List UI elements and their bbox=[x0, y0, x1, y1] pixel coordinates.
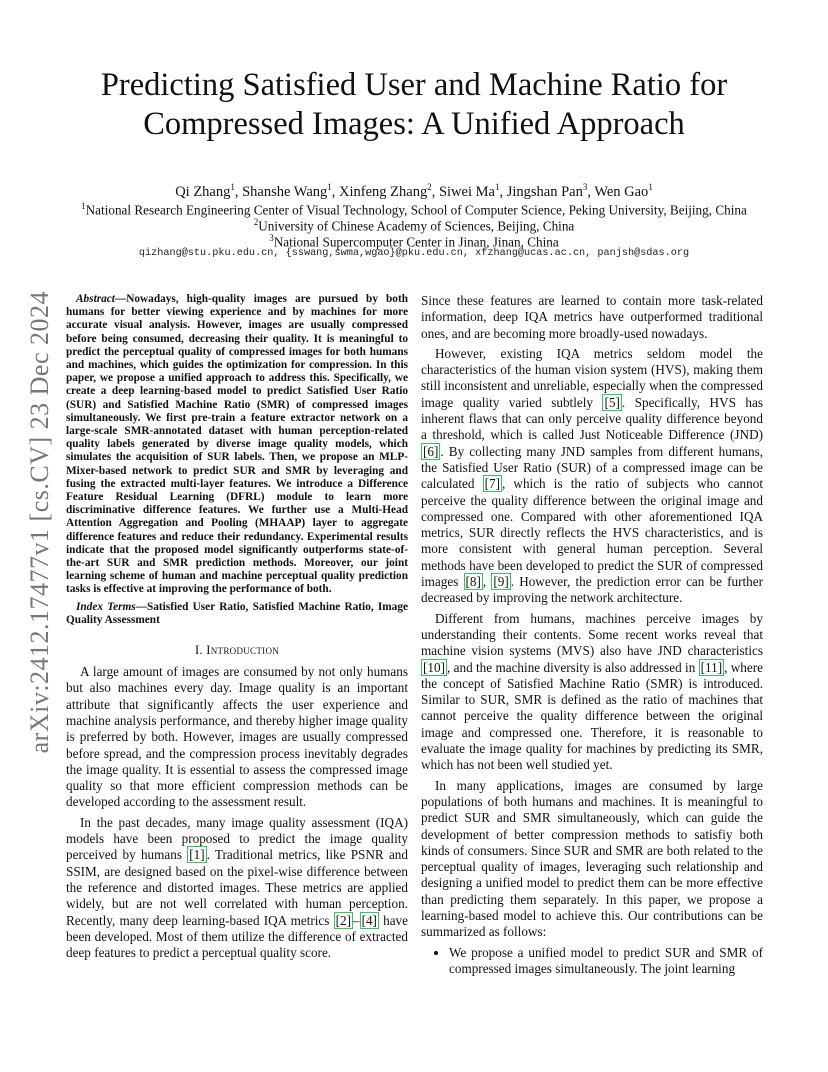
citation-link[interactable]: [4] bbox=[361, 912, 377, 928]
citation-link[interactable]: [5] bbox=[604, 394, 620, 410]
paragraph-text: , where the concept of Satisfied Machine Ratio (SMR) is introduced. Similar to SUR, SMR is defined as the ratio of machines that cannot perceive the quality difference between the original image and compressed one. Therefore, it is reasonable to evaluate the image quality for machines by predicting its SMR, which has not been well studied yet. bbox=[421, 659, 763, 773]
paragraph-text: Since these features are learned to contain more task-related information, deep IQA metrics have outperformed traditional ones, and are becoming more broadly-used nowadays. bbox=[421, 293, 763, 341]
paragraph-text: A large amount of images are consumed by not only humans but also machines every day. Image quality is an important attribute that significantly affects the user experience and machine analysis performance, and thereby higher image quality is preferred by both. However, images are usually compressed before spread, and the compression process inevitably degrades the image quality. It is essential to assess the compressed image quality so that more efficient compression methods can be developed according to the assessment result. bbox=[66, 664, 408, 810]
title-line-1: Predicting Satisfied User and Machine Ratio for bbox=[100, 67, 728, 103]
paragraph-text: , and the machine diversity is also addressed in bbox=[446, 659, 699, 675]
abstract: Abstract—Nowadays, high-quality images are pursued by both humans for better viewing experience and by machines for more accurate visual analysis. However, images are usually compressed before being consumed, decreasing their quality. It is meaningful to predict the perceptual quality of compressed images for both humans and machines, which guides the optimization for compression. In this paper, we propose a unified approach to address this. Specifically, we create a deep learning-based model to predict Satisfied User Ratio (SUR) and Satisfied Machine Ratio (SMR) of compressed images simultaneously. We first pre-train a feature extractor network on a large-scale SMR-annotated dataset with human perception-related quality labels generated by diverse image quality models, which simulates the acquisition of SUR labels. Then, we propose an MLP-Mixer-based network to predict SUR and SMR by leveraging and fusing the extracted multi-layer features. We introduce a Difference Feature Residual Learning (DFRL) module to learn more discriminative difference features. We further use a Multi-Head Attention Aggregation and Pooling (MHAAP) layer to aggregate difference features and reduce their redundancy. Experimental results indicate that the proposed model significantly outperforms state-of-the-art SUR and SMR prediction methods. Moreover, our joint learning scheme of human and machine perceptual quality prediction tasks is effective at improving the performance of both. bbox=[66, 293, 408, 596]
paragraph-text: . However, the prediction error can be further decreased by improving the network architecture. bbox=[421, 574, 764, 606]
author: Jingshan Pan$^3$ bbox=[506, 182, 588, 200]
body-paragraph bbox=[421, 346, 763, 607]
body-paragraph bbox=[421, 293, 763, 342]
author: Wen Gao$^1$ bbox=[594, 182, 653, 200]
citation-link[interactable]: [1] bbox=[189, 847, 205, 863]
paragraph-text: , bbox=[482, 574, 492, 590]
citation-link[interactable]: [6] bbox=[423, 443, 439, 459]
paragraph-text: In the past decades, many image quality assessment (IQA) models have been proposed to predict the image quality perceived by humans bbox=[66, 814, 408, 863]
author: Qi Zhang$^1$ bbox=[175, 182, 235, 200]
section-heading: I. Introduction bbox=[194, 643, 280, 658]
paragraph-text: . Traditional metrics, like PSNR and SSIM, are designed based on the pixel-wise difference between the reference and distorted images. These metrics are applied widely, but are not well correlated with human perception. Recently, many deep learning-based IQA metrics bbox=[66, 847, 408, 928]
paper-title bbox=[60, 66, 768, 144]
arxiv-stamp: arXiv:2412.17477v1 [cs.CV] 23 Dec 2024 bbox=[25, 290, 54, 754]
intro-right-body bbox=[421, 293, 763, 941]
paragraph-text: However, existing IQA metrics seldom model the characteristics of the human vision system (HVS), making them still inconsistent and unreliable, especially when the compressed image quality varied subtlely bbox=[421, 345, 763, 410]
citation-link[interactable]: [2] bbox=[335, 912, 351, 928]
intro-left-body bbox=[66, 664, 408, 961]
body-paragraph bbox=[66, 815, 408, 962]
author: Shanshe Wang$^1$ bbox=[242, 182, 332, 200]
paragraph-text: . By collecting many JND samples from different humans, the Satisfied User Ratio (SUR) of a compressed image can be calculated bbox=[421, 443, 763, 492]
paragraph-text: , which is the ratio of subjects who cannot perceive the quality difference between the original image and compressed one. Compared with other aforementioned IQA metrics, SUR directly reflects the HVS characteristics, and is more consistent with general human perception. Several methods have been developed to predict the SUR of compressed images bbox=[421, 476, 763, 590]
citation-link[interactable]: [11] bbox=[700, 659, 723, 675]
contribution-list bbox=[421, 945, 763, 978]
citation-link[interactable]: [7] bbox=[484, 476, 500, 492]
affiliation: $^2$University of Chinese Academy of Sciences, Beijing, China bbox=[253, 217, 575, 234]
author-list: Qi Zhang$^1$, Shanshe Wang$^1$, Xinfeng Zhang$^2$, Siwei Ma$^1$, Jingshan Pan$^3$, Wen Gao$^1$ bbox=[175, 182, 653, 200]
paragraph-text: Different from humans, machines perceive images by understanding their contents. Some recent works reveal that machine vision systems (MVS) also have JND characteristics bbox=[421, 610, 763, 659]
paragraph-text: In many applications, images are consumed by large populations of both humans and machines. It is meaningful to predict SUR and SMR simultaneously, which can guide the development of better compression methods to satisfiy both kinds of consumers. Since SUR and SMR are both related to the perceptual quality of images, leveraging such relationship and designing a unified model to predict them can be more effective than predicting them separately. In this paper, we propose a learning-based model to achieve this. Our contributions can be summarized as follows: bbox=[421, 777, 763, 940]
citation-link[interactable]: [9] bbox=[493, 574, 509, 590]
body-paragraph bbox=[66, 664, 408, 811]
affiliation: $^3$National Supercomputer Center in Jinan, Jinan, China bbox=[269, 233, 559, 250]
right-column bbox=[421, 293, 763, 977]
author-emails: qizhang@stu.pku.edu.cn, {sswang,swma,wgao}@pku.edu.cn, xfzhang@ucas.ac.cn, panjsh@sdas.org bbox=[138, 248, 690, 259]
author: Siwei Ma$^1$ bbox=[438, 182, 500, 200]
list-item: • We propose a unified model to predict SUR and SMR of compressed images simultaneously. The joint learning bbox=[449, 945, 763, 978]
body-paragraph bbox=[421, 611, 763, 774]
paragraph-text: – bbox=[352, 912, 360, 928]
index-terms: Index Terms—Satisfied User Ratio, Satisfied Machine Ratio, Image Quality Assessment bbox=[66, 600, 408, 626]
affiliation: $^1$National Research Engineering Center of Visual Technology, School of Computer Science, Peking University, Beijing, China bbox=[81, 201, 747, 218]
body-paragraph bbox=[421, 778, 763, 941]
paragraph-text: have been developed. Most of them utilize the difference of extracted deep features to predict a perceptual quality score. bbox=[66, 912, 408, 961]
left-column bbox=[66, 293, 408, 965]
citation-link[interactable]: [10] bbox=[423, 659, 445, 675]
citation-link[interactable]: [8] bbox=[465, 574, 481, 590]
paragraph-text: . Specifically, HVS has inherent flaws that can only perceive quality difference beyond a threshold, which is called Just Noticeable Difference (JND) bbox=[421, 394, 763, 443]
title-line-2: Compressed Images: A Unified Approach bbox=[143, 106, 685, 142]
author: Xinfeng Zhang$^2$ bbox=[339, 182, 432, 200]
